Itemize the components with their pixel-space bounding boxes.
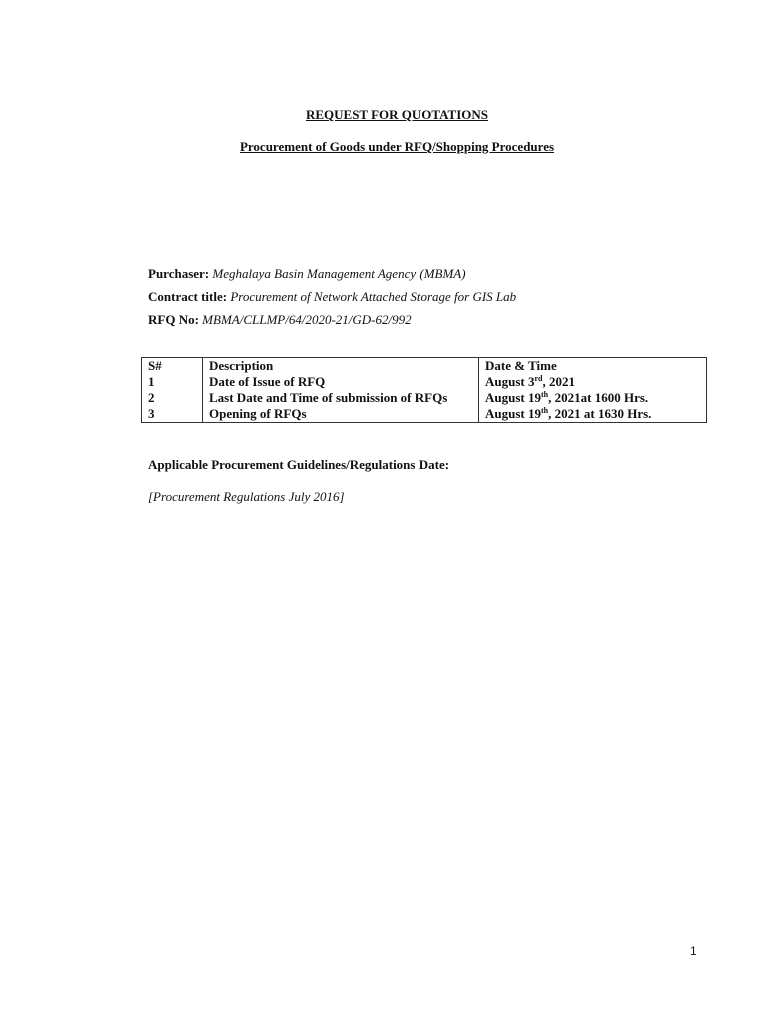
header-description: Description	[203, 358, 479, 375]
purchaser-line	[148, 266, 466, 282]
page-number: 1	[690, 944, 697, 958]
row-description: Opening of RFQs	[203, 406, 479, 423]
row-serial: 3	[142, 406, 203, 423]
contract-title-line	[148, 289, 516, 305]
rfq-number-line	[148, 312, 412, 328]
row-serial: 1	[142, 374, 203, 390]
row-description: Last Date and Time of submission of RFQs	[203, 390, 479, 406]
header-date-time: Date & Time	[479, 358, 707, 375]
guidelines-value: [Procurement Regulations July 2016]	[148, 489, 345, 504]
row-serial: 2	[142, 390, 203, 406]
purchaser-label: Purchaser:	[148, 266, 210, 281]
table-row	[142, 406, 707, 423]
row-date-time: August 19th, 2021at 1600 Hrs.	[479, 390, 707, 406]
page-title: REQUEST FOR QUOTATIONS	[305, 107, 489, 122]
table-row	[142, 374, 707, 390]
row-date-time: August 19th, 2021 at 1630 Hrs.	[479, 406, 707, 423]
contract-title-value: Procurement of Network Attached Storage for GIS Lab	[230, 289, 517, 304]
contract-title-label: Contract title:	[148, 289, 228, 304]
guidelines-heading: Applicable Procurement Guidelines/Regulations Date:	[148, 457, 450, 472]
rfq-number-label: RFQ No:	[148, 312, 199, 327]
row-description: Date of Issue of RFQ	[203, 374, 479, 390]
row-date-time: August 3rd, 2021	[479, 374, 707, 390]
page-subtitle: Procurement of Goods under RFQ/Shopping Procedures	[239, 139, 555, 154]
table-header-row	[142, 358, 707, 375]
header-serial: S#	[142, 358, 203, 375]
rfq-number-value: MBMA/CLLMP/64/2020-21/GD-62/992	[202, 312, 412, 327]
schedule-table	[141, 357, 707, 423]
purchaser-value: Meghalaya Basin Management Agency (MBMA)	[212, 266, 466, 281]
table-row	[142, 390, 707, 406]
